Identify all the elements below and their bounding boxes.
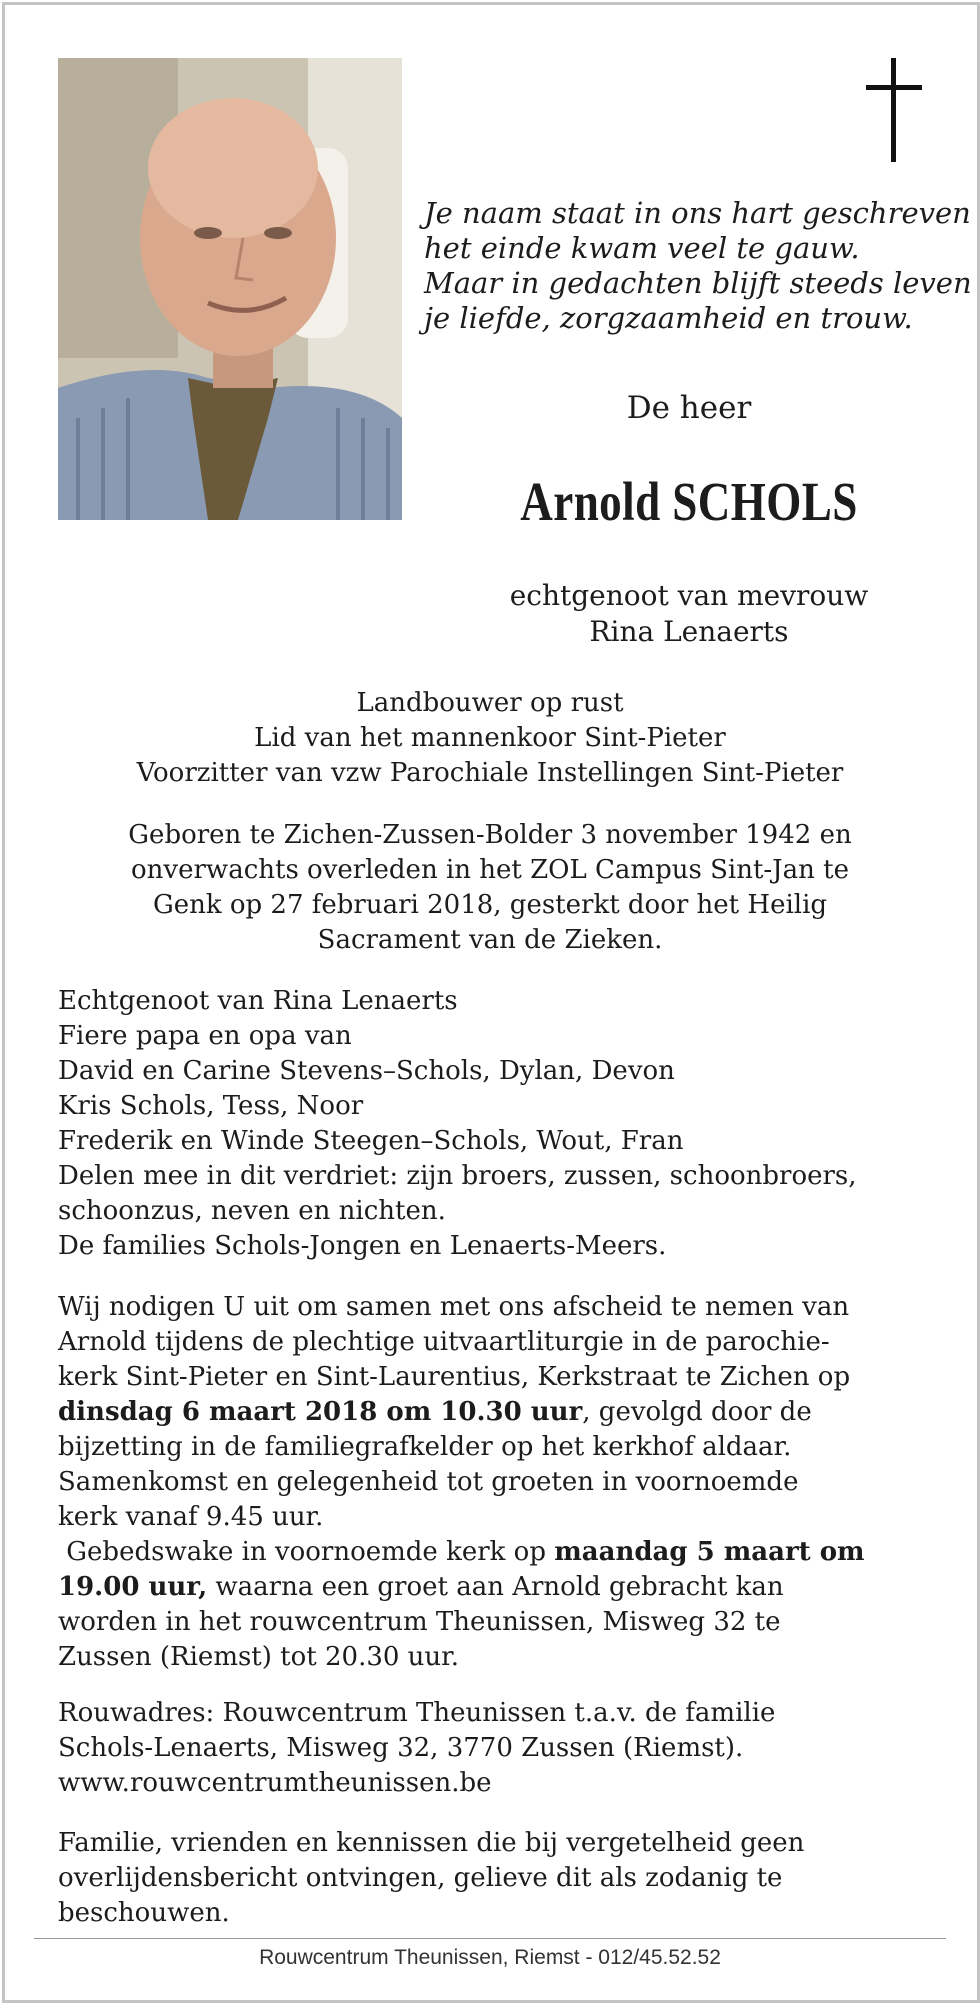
invite-line: Gebedswake in voornoemde kerk op maandag 5 maart om [58,1537,865,1567]
closing-line: overlijdensbericht ontvingen, gelieve dit als zodanig te [58,1863,783,1893]
occupations [30,686,950,791]
closing-line: Familie, vrienden en kennissen die bij vergetelheid geen [58,1828,805,1858]
invite-line: Wij nodigen U uit om samen met ons afscheid te nemen van [58,1292,850,1322]
mourning-address [58,1696,958,1801]
spouse-info [424,578,954,650]
deceased-name: Arnold SCHOLS [520,471,858,532]
invite-line: 19.00 uur, waarna een groet aan Arnold gebracht kan [58,1572,784,1602]
family-line: Fiere papa en opa van [58,1021,352,1051]
poem-line: het einde kwam veel te gauw. [424,231,860,265]
invite-line: worden in het rouwcentrum Theunissen, Misweg 32 te [58,1607,781,1637]
occupation-line: Lid van het mannenkoor Sint-Pieter [254,723,726,753]
footer-contact: Rouwcentrum Theunissen, Riemst - 012/45.52.52 [259,1946,721,1969]
invite-line: Zussen (Riemst) tot 20.30 uur. [58,1642,460,1672]
memorial-poem [424,196,972,336]
poem-line: je liefde, zorgzaamheid en trouw. [424,301,913,335]
invite-line: dinsdag 6 maart 2018 om 10.30 uur, gevolgd door de [58,1397,812,1427]
spouse-line: echtgenoot van mevrouw [509,579,869,612]
birth-line: Geboren te Zichen-Zussen-Bolder 3 november 1942 en [128,820,852,850]
funeral-date: dinsdag 6 maart 2018 om 10.30 uur [58,1397,583,1427]
closing-note [58,1826,958,1931]
invite-line: Arnold tijdens de plechtige uitvaartliturgie in de parochie- [58,1327,830,1357]
spouse-line: Rina Lenaerts [589,615,789,648]
birth-line: Sacrament van de Zieken. [317,925,663,955]
vigil-date: maandag 5 maart om [554,1537,865,1567]
invite-line: Samenkomst en gelegenheid tot groeten in voornoemde [58,1467,799,1497]
family-line: De families Schols-Jongen en Lenaerts-Meers. [58,1231,667,1261]
occupation-line: Voorzitter van vzw Parochiale Instellingen Sint-Pieter [136,758,844,788]
closing-line: beschouwen. [58,1898,230,1928]
family-line: schoonzus, neven en nichten. [58,1196,446,1226]
family-line: Delen mee in dit verdriet: zijn broers, zussen, schoonbroers, [58,1161,857,1191]
address-line: Rouwadres: Rouwcentrum Theunissen t.a.v. de familie [58,1698,776,1728]
family-line: Kris Schols, Tess, Noor [58,1091,364,1121]
website-link[interactable]: www.rouwcentrumtheunissen.be [58,1768,492,1798]
vigil-time: 19.00 uur, [58,1572,208,1602]
portrait-photo [58,58,402,520]
poem-line: Je naam staat in ons hart geschreven [424,196,971,230]
invite-line: kerk Sint-Pieter en Sint-Laurentius, Kerkstraat te Zichen op [58,1362,851,1392]
family-line: Echtgenoot van Rina Lenaerts [58,986,458,1016]
family-list [58,984,958,1264]
invite-line: bijzetting in de familiegrafkelder op het kerkhof aldaar. [58,1432,792,1462]
poem-line: Maar in gedachten blijft steeds leven [424,266,972,300]
birth-line: onverwachts overleden in het ZOL Campus Sint-Jan te [131,855,849,885]
footer-divider [34,1938,946,1939]
invite-line: kerk vanaf 9.45 uur. [58,1502,324,1532]
address-line: Schols-Lenaerts, Misweg 32, 3770 Zussen (Riemst). [58,1733,744,1763]
birth-death-info [30,818,950,958]
family-line: David en Carine Stevens–Schols, Dylan, Devon [58,1056,675,1086]
birth-line: Genk op 27 februari 2018, gesterkt door het Heilig [152,890,828,920]
occupation-line: Landbouwer op rust [356,688,624,718]
cross-icon [864,58,924,162]
honorific: De heer [626,390,752,426]
family-line: Frederik en Winde Steegen–Schols, Wout, Fran [58,1126,684,1156]
funeral-invitation [58,1290,958,1675]
